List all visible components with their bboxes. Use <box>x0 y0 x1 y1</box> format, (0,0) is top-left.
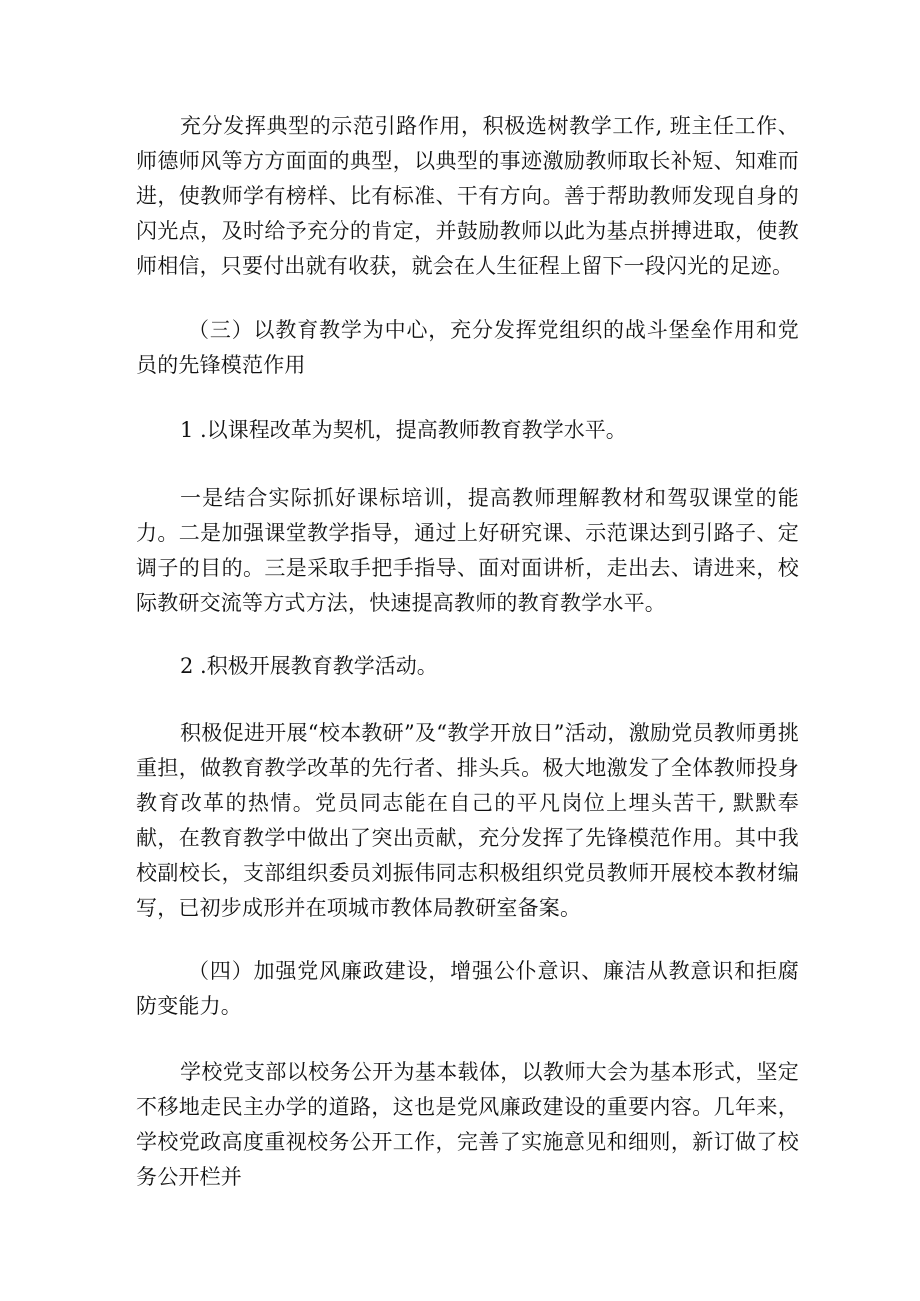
paragraph-school-research: 积极促进开展“校本教研”及“教学开放日”活动，激励党员教师勇挑重担，做教育教学改革的先行者、排头兵。极大地激发了全体教师投身教育改革的热情。党员同志能在自己的平凡岗位上埋头苦干, 默默奉献，在教育教学中做出了突出贡献，充分发挥了先锋模范作用。其中我校副校长，支部组织委员刘振伟同志积极组织党员教师开展校本教材编写，已初步成形并在项城市教体局教研室备案。 <box>136 721 799 920</box>
paragraph-open-affairs: 学校党支部以校务公开为基本载体，以教师大会为基本形式，坚定不移地走民主办学的道路，这也是党风廉政建设的重要内容。几年来，学校党政高度重视校务公开工作，完善了实施意见和细则，新订做了校务公开栏并 <box>136 1060 799 1189</box>
subheading-curriculum-reform: 1 .以课程改革为契机，提高教师教育教学水平。 <box>180 418 627 442</box>
heading-section-three: （三）以教育教学为中心，充分发挥党组织的战斗堡垒作用和党员的先锋模范作用 <box>136 318 799 377</box>
heading-section-four: （四）加强党风廉政建设，增强公仆意识、廉洁从教意识和拒腐防变能力。 <box>136 959 799 1018</box>
paragraph-typical-examples: 充分发挥典型的示范引路作用，积极选树教学工作, 班主任工作、师德师风等方方面面的典型，以典型的事迹激励教师取长补短、知难而进，使教师学有榜样、比有标准、干有方向。善于帮助教师发现自身的闪光点，及时给予充分的肯定，并鼓励教师以此为基点拼搏进取，使教师相信，只要付出就有收获，就会在人生征程上留下一段闪光的足迹。 <box>136 114 799 278</box>
paragraph-training-guidance: 一是结合实际抓好课标培训，提高教师理解教材和驾驭课堂的能力。二是加强课堂教学指导，通过上好研究课、示范课达到引路子、定调子的目的。三是采取手把手指导、面对面讲析，走出去、请进来，校际教研交流等方式方法，快速提高教师的教育教学水平。 <box>136 486 799 615</box>
subheading-teaching-activities: 2 .积极开展教育教学活动。 <box>180 654 438 678</box>
